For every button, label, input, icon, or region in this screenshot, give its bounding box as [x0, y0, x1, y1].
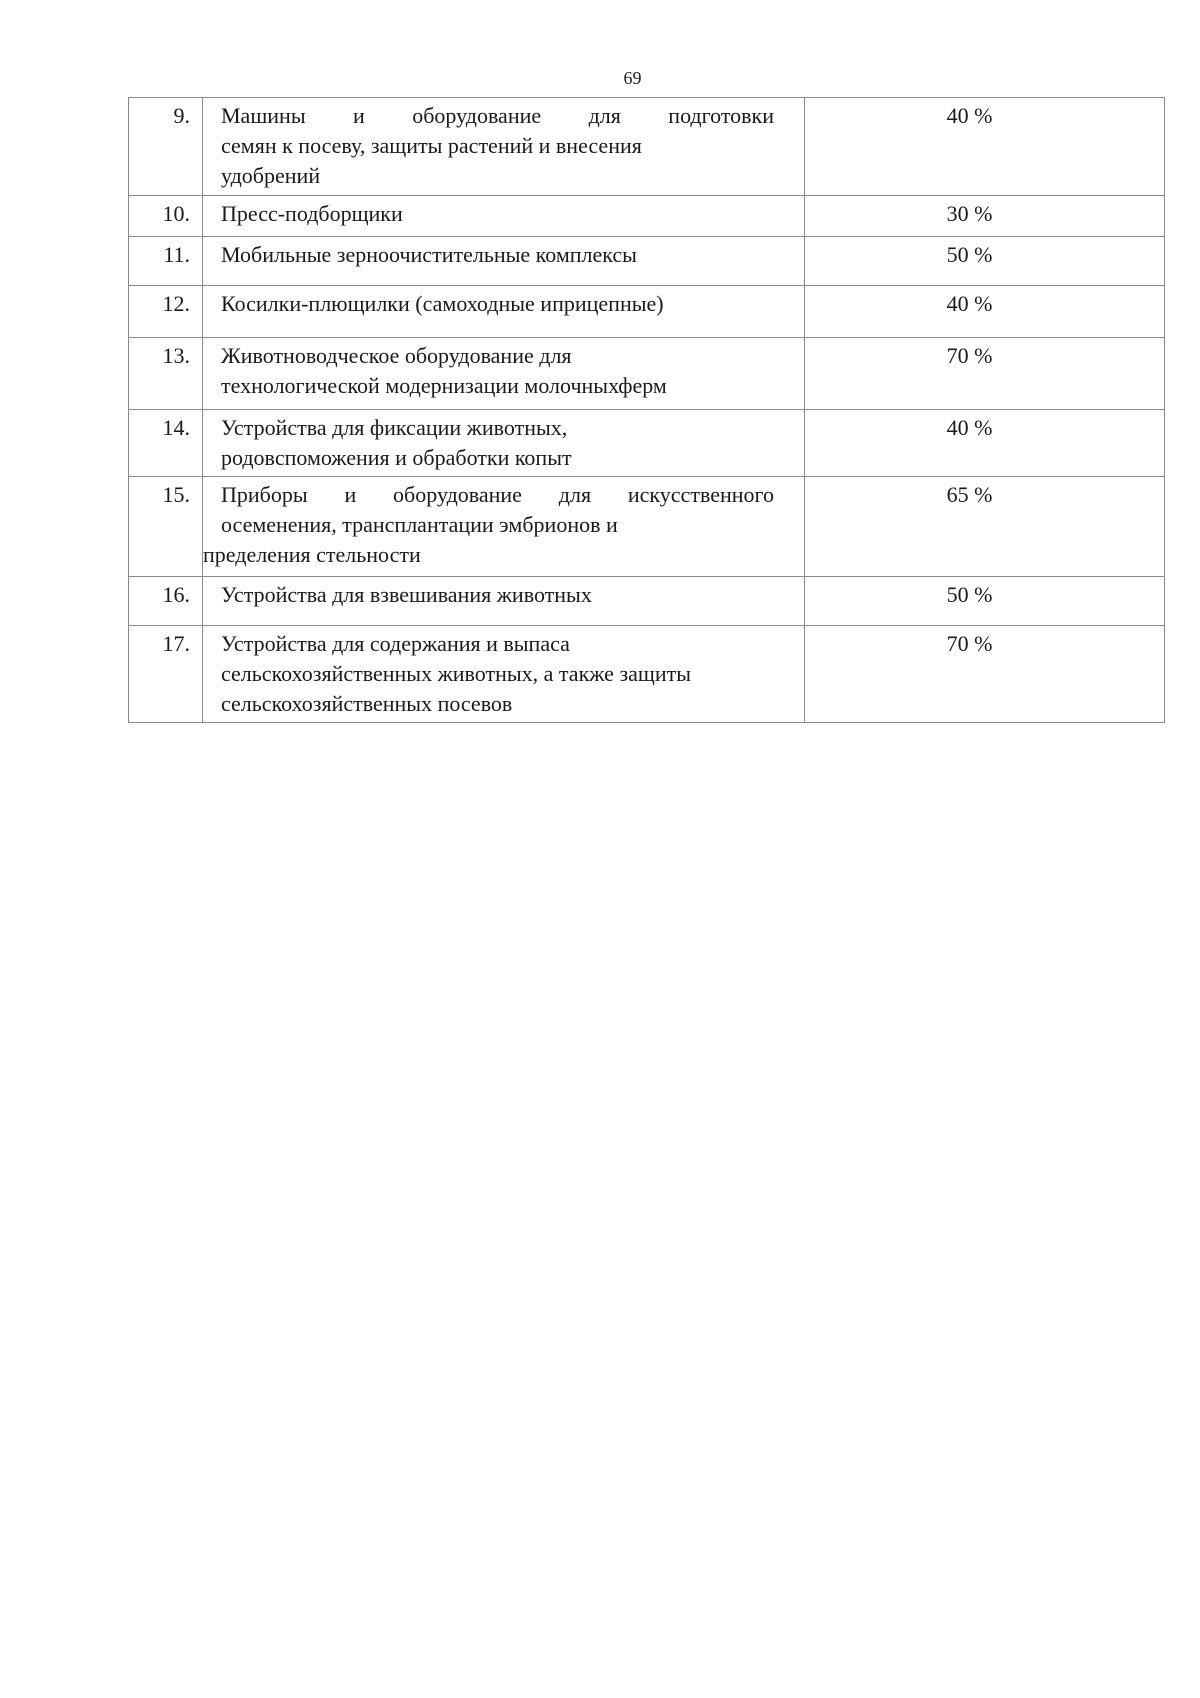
row-number: 9. — [129, 98, 203, 196]
description-line: Животноводческое оборудование для — [221, 343, 572, 368]
table-row — [129, 98, 1165, 196]
description-line: Мобильные зерноочистительные комплексы — [221, 242, 637, 267]
description-line: семян к посеву, защиты растений и внесения — [221, 133, 642, 158]
row-number: 12. — [129, 286, 203, 338]
row-number: 16. — [129, 577, 203, 626]
row-number: 11. — [129, 237, 203, 286]
description-line: технологической модернизации молочныхферм — [221, 373, 667, 398]
row-description — [203, 477, 805, 577]
row-description — [203, 338, 805, 410]
row-description — [203, 98, 805, 196]
table-row — [129, 577, 1165, 626]
table-row — [129, 286, 1165, 338]
row-number: 10. — [129, 196, 203, 237]
row-percentage: 50 % — [805, 577, 1165, 626]
page-number: 69 — [623, 68, 642, 88]
table-row — [129, 196, 1165, 237]
description-line: удобрений — [221, 163, 321, 188]
description-line: Устройства для фиксации животных, — [221, 415, 568, 440]
row-description — [203, 577, 805, 626]
description-line: Машины и оборудование для подготовки — [221, 103, 774, 128]
row-description — [203, 410, 805, 477]
description-line: осеменения, трансплантации эмбрионов и — [221, 512, 618, 537]
row-description — [203, 196, 805, 237]
description-line: сельскохозяйственных животных, а также защиты — [221, 661, 692, 686]
row-number: 17. — [129, 626, 203, 723]
row-percentage: 70 % — [805, 338, 1165, 410]
row-description — [203, 286, 805, 338]
row-number: 14. — [129, 410, 203, 477]
row-percentage: 30 % — [805, 196, 1165, 237]
row-description — [203, 237, 805, 286]
row-percentage: 40 % — [805, 98, 1165, 196]
table-row — [129, 237, 1165, 286]
row-percentage: 40 % — [805, 286, 1165, 338]
row-percentage: 70 % — [805, 626, 1165, 723]
table-row — [129, 626, 1165, 723]
row-number: 13. — [129, 338, 203, 410]
table-row — [129, 410, 1165, 477]
equipment-table — [128, 97, 1165, 723]
description-line: сельскохозяйственных посевов — [221, 691, 513, 716]
description-line: Устройства для взвешивания животных — [221, 582, 592, 607]
row-description — [203, 626, 805, 723]
table-row — [129, 338, 1165, 410]
description-line: Приборы и оборудование для искусственного — [221, 482, 774, 507]
description-line: родовспоможения и обработки копыт — [221, 445, 572, 470]
row-percentage: 65 % — [805, 477, 1165, 577]
description-line: Пресс-подборщики — [221, 201, 403, 226]
row-number: 15. — [129, 477, 203, 577]
description-line: пределения стельности — [203, 542, 421, 567]
description-line: Косилки-плющилки (самоходные иприцепные) — [221, 291, 664, 316]
table-row — [129, 477, 1165, 577]
row-percentage: 40 % — [805, 410, 1165, 477]
table-body — [129, 98, 1165, 723]
row-percentage: 50 % — [805, 237, 1165, 286]
description-line: Устройства для содержания и выпаса — [221, 631, 570, 656]
